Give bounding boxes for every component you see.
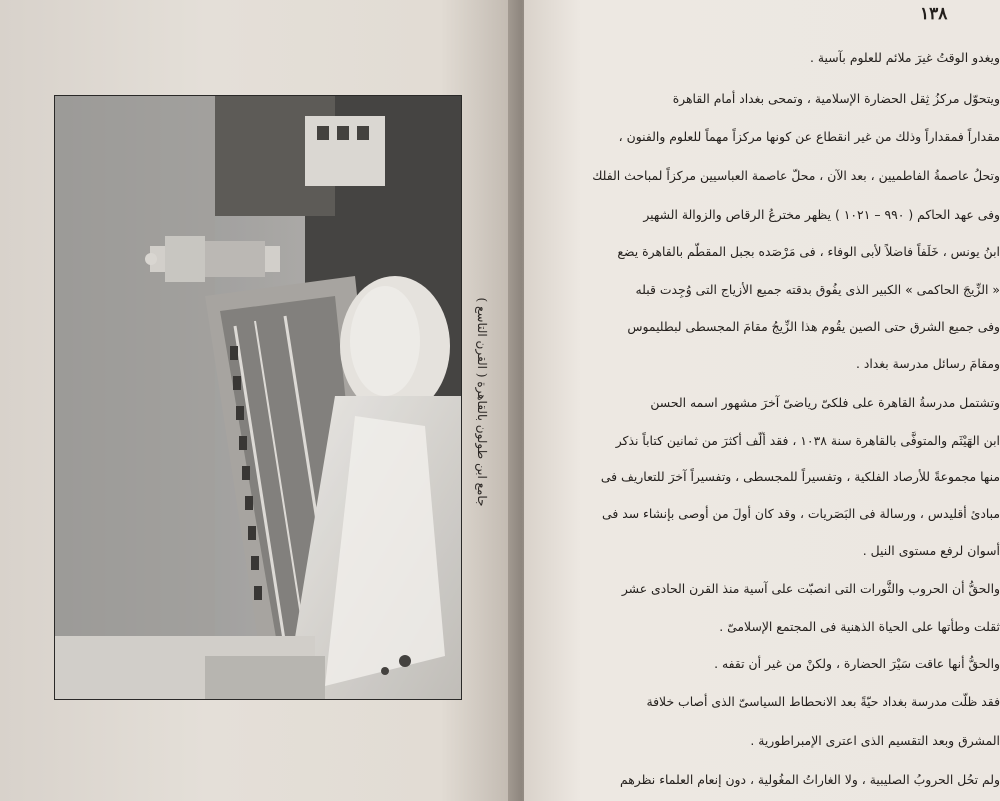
text-line: وفى عهد الحاكم ( ٩٩٠ – ١٠٢١ ) يظهر مخترعُ الرقاص والزوالة الشهير [643,207,1000,222]
text-line: المشرق وبعد التقسيم الذى اعترى الإمبراطورية . [750,733,1000,748]
text-line: منها مجموعةً للأرصاد الفلكية ، وتفسيراً للمجسطى ، وتفسيراً آخرَ للتعاريف فى [600,469,1000,484]
mosque-photograph [54,95,462,700]
text-line: « الزِّيجَ الحاكمى » الكبير الذى يفُوق بدقته جميع الأزياج التى وُجِدت قبله [635,282,1000,297]
body-text [528,45,1000,801]
text-line: فقد ظلّت مدرسة بغداد حيّةً بعد الانحطاط السياسىّ الذى أصاب خلافة [646,694,1000,709]
text-line: مقداراً فمقداراً وذلك من غير انقطاع عن كونها مركزاً مهماً للعلوم والفنون ، [618,129,1000,144]
text-line: مبادئ أقليدس ، ورسالة فى البَصَريات ، وقد كان أولَ من أوصى بإنشاء سد فى [602,506,1000,521]
text-line: ويغدو الوقتُ غيرَ ملائم للعلوم بآسية . [810,50,1000,65]
text-line: وتشتمل مدرسةُ القاهرة على فلكىّ رياضىّ آخرَ مشهور اسمه الحسن [650,395,1000,410]
text-line: والحقُّ أن الحروب والثَّورات التى انصبّت على آسية منذ القرن الحادى عشر [621,581,1000,596]
mosque-photo-illustration [55,96,461,699]
text-line: والحقُّ أنها عاقت سَيْرَ الحضارة ، ولكنْ من غير أن تقفه . [714,656,1000,671]
text-line: وفى جميع الشرق حتى الصين يقُوم هذا الزِّيجُ مقامَ المجسطى لبطليموس [627,319,1000,334]
text-line: ولم تحُل الحروبُ الصليبية ، ولا الغاراتُ المغُولية ، دون إنعام العلماء نظرهم [620,772,1000,787]
page-number: ١٣٨ [920,4,948,24]
text-line: وتحلُ عاصمةُ الفاطميين ، بعد الآن ، محلّ عاصمة العباسيين مركزاً لمباحث الفلك [592,168,1000,183]
text-line: ابن الهَيْثَم والمتوفَّى بالقاهرة سنة ١٠٣٨ ، فقد ألّف أكثرَ من ثمانين كتاباً نذكر [615,433,1000,448]
text-line: أسوان لرفع مستوى النيل . [862,543,1000,558]
photo-caption: جامع ابن طولون بالقاهرة ( القرن التاسع ) [475,297,489,507]
text-line: ويتحوّل مركزُ ثِقل الحضارة الإسلامية ، وتمحى بغداد أمام القاهرة [672,91,1000,106]
text-line: ثقلت وطأتها على الحياة الذهنية فى المجتمع الإسلامىّ . [719,619,1000,634]
text-line: ابنُ يونس ، خَلَفاً فاضلاً لأبى الوفاء ، فى مَرْصَده بجبل المقطّم بالقاهرة يضع [617,244,1000,259]
text-line: ومقامَ رسائل مدرسة بغداد . [855,356,1000,371]
